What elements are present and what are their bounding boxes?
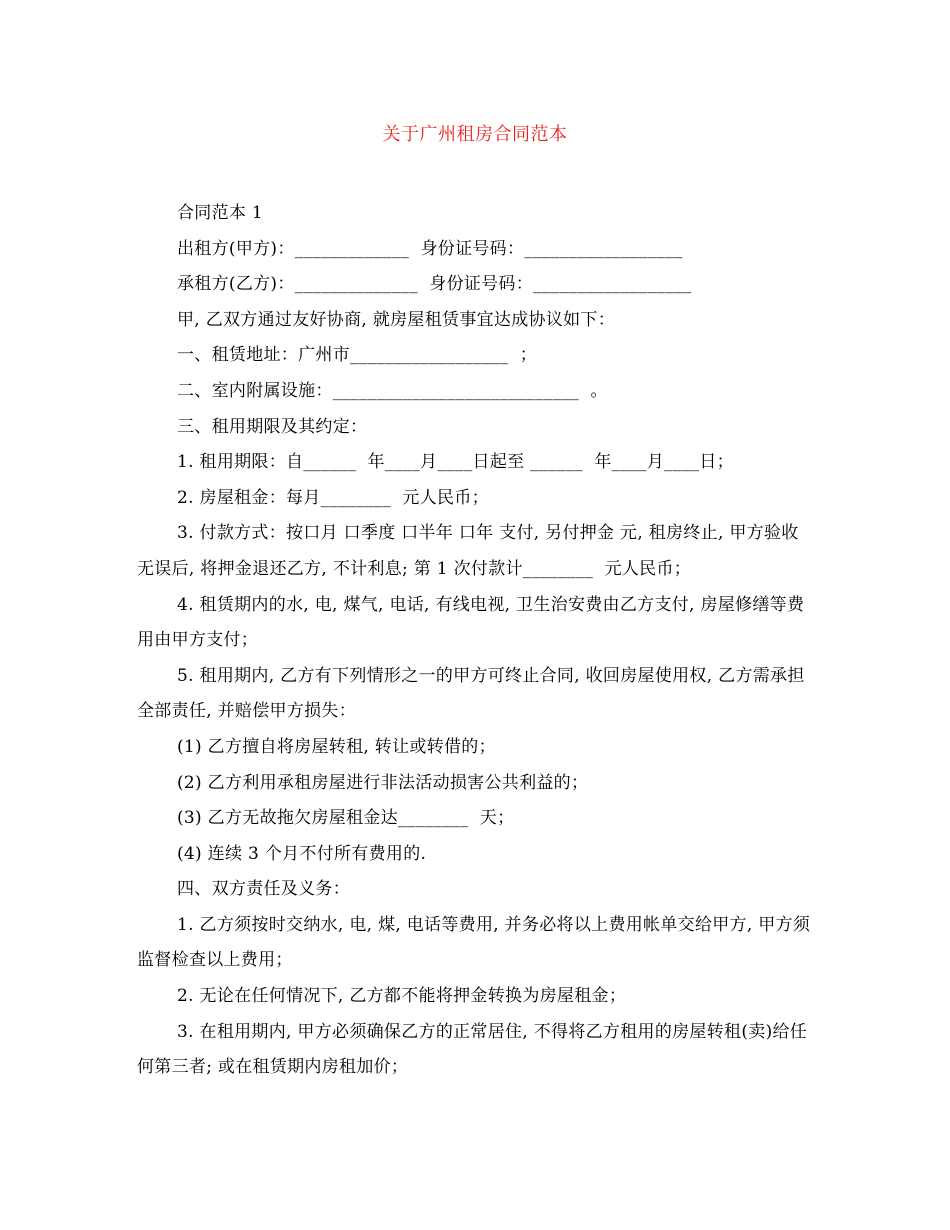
paragraph: 1. 乙方须按时交纳水, 电, 煤, 电话等费用, 并务必将以上费用帐单交给甲方, 甲方须监督检查以上费用； xyxy=(137,914,811,971)
paragraph: 3. 在租用期内, 甲方必须确保乙方的正常居住, 不得将乙方租用的房屋转租(卖)给任何第三者; 或在租赁期内房租加价； xyxy=(137,1021,808,1078)
paragraph: 1. 租用期限：自______ 年____月____日起至 ______ 年____月____日； xyxy=(177,452,734,473)
paragraph: 5. 租用期内, 乙方有下列情形之一的甲方可终止合同, 收回房屋使用权, 乙方需承担全部责任, 并赔偿甲方损失： xyxy=(137,665,805,722)
paragraph: 4. 租赁期内的水, 电, 煤气, 电话, 有线电视, 卫生治安费由乙方支付, 房屋修缮等费用由甲方支付； xyxy=(137,594,805,651)
paragraph: 二、室内附属设施：____________________________ 。 xyxy=(177,380,608,401)
paragraph: 出租方(甲方)：_____________ 身份证号码：__________________ xyxy=(177,238,683,259)
paragraph: (3) 乙方无故拖欠房屋租金达________ 天； xyxy=(177,808,515,829)
paragraph: 一、租赁地址：广州市__________________ ； xyxy=(177,345,538,366)
paragraph: 承租方(乙方)：______________ 身份证号码：__________________ xyxy=(177,274,692,295)
paragraph: (2) 乙方利用承租房屋进行非法活动损害公共利益的； xyxy=(177,772,589,793)
paragraph: 甲, 乙双方通过友好协商, 就房屋租赁事宜达成协议如下： xyxy=(177,309,616,330)
document-title: 关于广州租房合同范本 xyxy=(382,124,568,145)
paragraph: (1) 乙方擅自将房屋转租, 转让或转借的； xyxy=(177,736,496,757)
paragraph: (4) 连续 3 个月不付所有费用的. xyxy=(177,843,427,864)
paragraph: 四、双方责任及义务： xyxy=(177,879,350,900)
paragraph: 三、租用期限及其约定： xyxy=(177,416,368,437)
paragraph: 2. 房屋租金：每月________ 元人民币； xyxy=(177,487,489,508)
paragraph: 2. 无论在任何情况下, 乙方都不能将押金转换为房屋租金； xyxy=(177,986,627,1007)
document-body xyxy=(137,196,813,1086)
paragraph: 3. 付款方式：按口月 口季度 口半年 口年 支付, 另付押金 元, 租房终止, 甲方验收无误后, 将押金退还乙方, 不计利息; 第 1 次付款计________ 元人民币； xyxy=(137,523,799,579)
paragraph: 合同范本 1 xyxy=(177,203,264,223)
